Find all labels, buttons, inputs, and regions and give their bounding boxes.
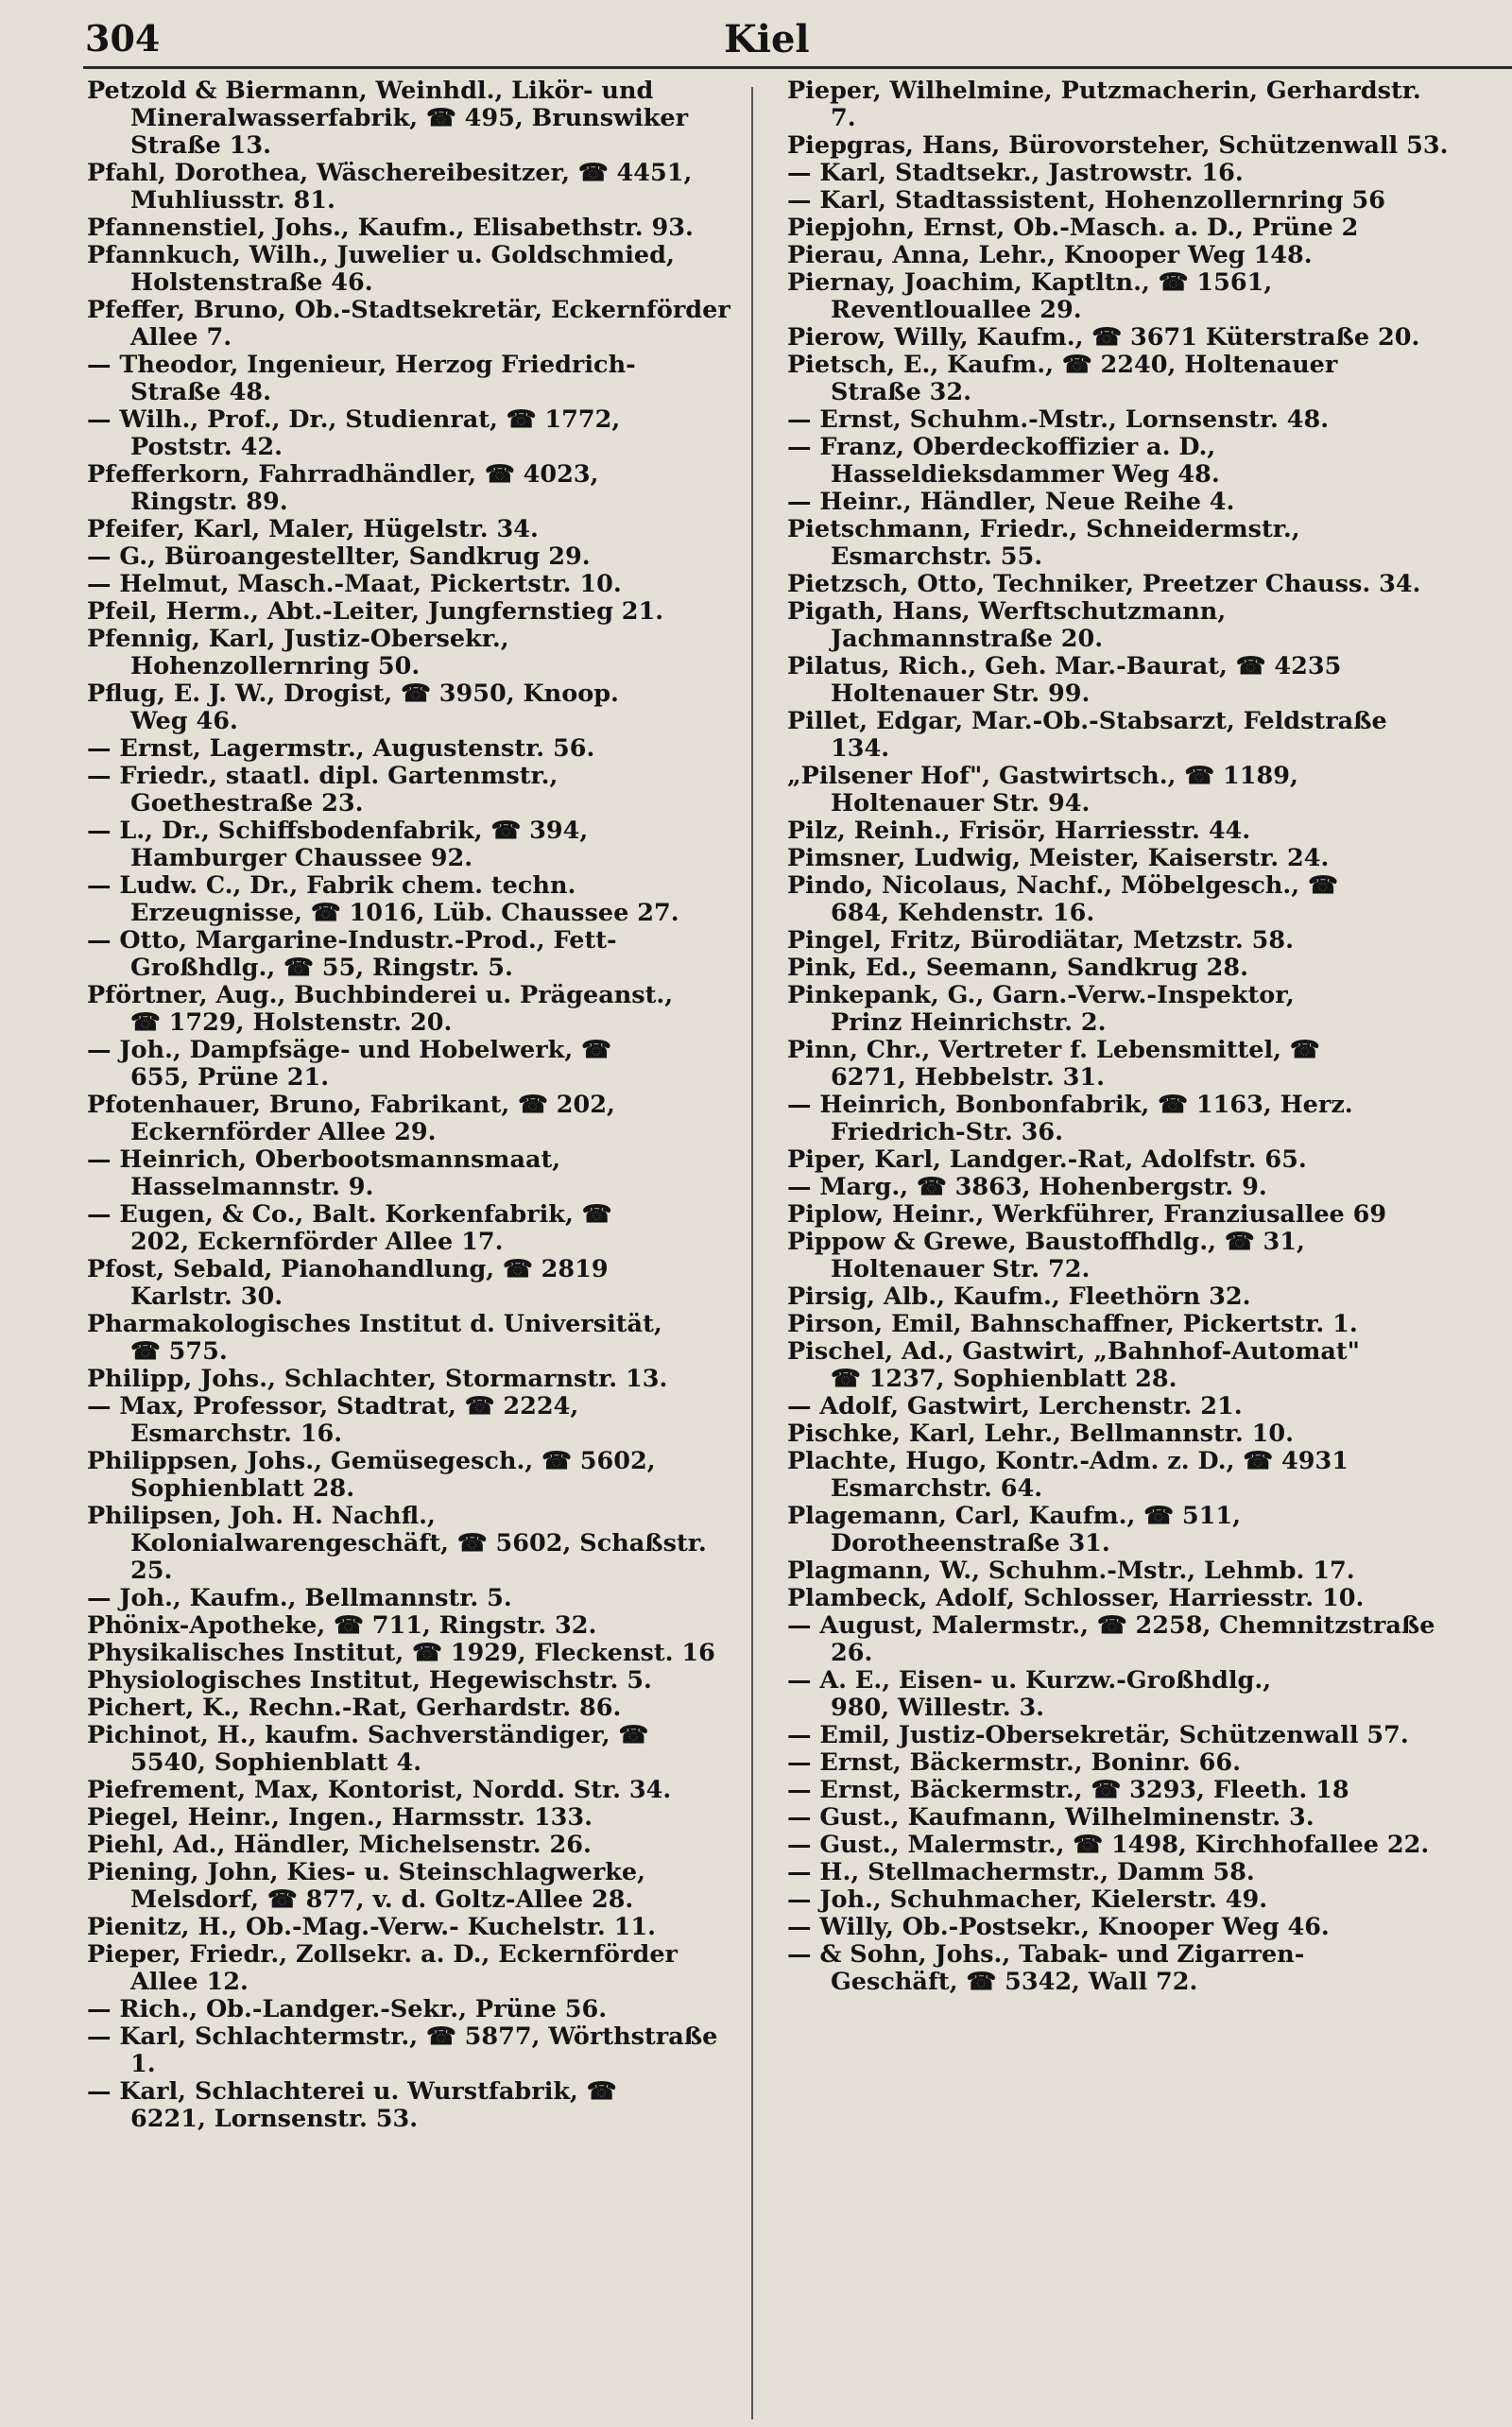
directory-entry: Piper, Karl, Landger.-Rat, Adolfstr. 65.	[787, 1145, 1307, 1174]
directory-entry: Pietzsch, Otto, Techniker, Preetzer Chauss. 34.	[787, 570, 1421, 598]
directory-entry: Piepjohn, Ernst, Ob.-Masch. a. D., Prüne 2	[787, 214, 1359, 242]
directory-entry: — Friedr., staatl. dipl. Gartenmstr., Goethestraße 23.	[87, 762, 558, 818]
directory-entry: Pierow, Willy, Kaufm., ☎ 3671 Küterstraße 20.	[787, 323, 1420, 352]
directory-entry: — Emil, Justiz-Obersekretär, Schützenwall 57.	[787, 1721, 1409, 1749]
directory-entry: — Gust., Malermstr., ☎ 1498, Kirchhofallee 22.	[787, 1831, 1430, 1859]
directory-entry: Pfannkuch, Wilh., Juwelier u. Goldschmied, Holstenstraße 46.	[87, 241, 675, 297]
directory-entry: Pilatus, Rich., Geh. Mar.-Baurat, ☎ 4235 Holtenauer Str. 99.	[787, 652, 1342, 708]
directory-entry: — Franz, Oberdeckoffizier a. D., Hasseldieksdammer Weg 48.	[787, 433, 1220, 489]
directory-entry: Piegel, Heinr., Ingen., Harmsstr. 133.	[87, 1803, 593, 1832]
directory-entry: Phönix-Apotheke, ☎ 711, Ringstr. 32.	[87, 1611, 597, 1640]
directory-entry: Pietschmann, Friedr., Schneidermstr., Esmarchstr. 55.	[787, 515, 1300, 571]
directory-entry: Pippow & Grewe, Baustoffhdlg., ☎ 31, Holtenauer Str. 72.	[787, 1228, 1305, 1283]
directory-entry: Physikalisches Institut, ☎ 1929, Fleckenst. 16	[87, 1639, 715, 1667]
directory-entry: — Karl, Stadtassistent, Hohenzollernring 56	[787, 186, 1385, 215]
directory-entry: Philippsen, Johs., Gemüsegesch., ☎ 5602, Sophienblatt 28.	[87, 1447, 656, 1503]
directory-entry: Pförtner, Aug., Buchbinderei u. Prägeanst., ☎ 1729, Holstenstr. 20.	[87, 981, 674, 1037]
directory-entry: — Ernst, Bäckermstr., Boninr. 66.	[787, 1748, 1241, 1777]
directory-entry: Pfotenhauer, Bruno, Fabrikant, ☎ 202, Eckernförder Allee 29.	[87, 1091, 615, 1146]
directory-entry: — Theodor, Ingenieur, Herzog Friedrich- Straße 48.	[87, 351, 636, 406]
directory-entry: Piehl, Ad., Händler, Michelsenstr. 26.	[87, 1831, 592, 1859]
directory-entry: Pfennig, Karl, Justiz-Obersekr., Hohenzollernring 50.	[87, 625, 509, 680]
directory-entry: — Adolf, Gastwirt, Lerchenstr. 21.	[787, 1392, 1243, 1420]
directory-entry: — Karl, Schlachtermstr., ☎ 5877, Wörthstraße 1.	[87, 2022, 718, 2078]
column-divider	[751, 87, 753, 2419]
directory-entry: Petzold & Biermann, Weinhdl., Likör- und Mineralwasserfabrik, ☎ 495, Brunswiker Straße 13.	[87, 77, 689, 160]
directory-entry: Pieper, Wilhelmine, Putzmacherin, Gerhardstr. 7.	[787, 77, 1421, 132]
directory-entry: Plagemann, Carl, Kaufm., ☎ 511, Dorotheenstraße 31.	[787, 1502, 1242, 1558]
directory-entry: Plambeck, Adolf, Schlosser, Harriesstr. 10.	[787, 1584, 1365, 1612]
directory-entry: Piernay, Joachim, Kaptltn., ☎ 1561, Reventlouallee 29.	[787, 268, 1273, 324]
directory-entry: — L., Dr., Schiffsbodenfabrik, ☎ 394, Hamburger Chaussee 92.	[87, 817, 589, 872]
directory-entry: — Heinrich, Oberbootsmannsmaat, Hasselmannstr. 9.	[87, 1145, 561, 1201]
directory-entry: — G., Büroangestellter, Sandkrug 29.	[87, 542, 591, 571]
directory-entry: Pinkepank, G., Garn.-Verw.-Inspektor, Prinz Heinrichstr. 2.	[787, 981, 1295, 1037]
directory-entry: Pischel, Ad., Gastwirt, „Bahnhof-Automat" ☎ 1237, Sophienblatt 28.	[787, 1337, 1360, 1393]
directory-entry: — Karl, Schlachterei u. Wurstfabrik, ☎ 6221, Lornsenstr. 53.	[87, 2077, 617, 2133]
directory-entry: Pilz, Reinh., Frisör, Harriesstr. 44.	[787, 817, 1251, 845]
directory-entry: Pigath, Hans, Werftschutzmann, Jachmannstraße 20.	[787, 597, 1227, 653]
directory-entry: Pfeil, Herm., Abt.-Leiter, Jungfernstieg 21.	[87, 597, 664, 626]
directory-entry: Pirson, Emil, Bahnschaffner, Pickertstr. 1.	[787, 1310, 1358, 1338]
directory-entry: — H., Stellmachermstr., Damm 58.	[787, 1858, 1255, 1886]
directory-entry: Pharmakologisches Institut d. Universität, ☎ 575.	[87, 1310, 662, 1366]
directory-entry: Pflug, E. J. W., Drogist, ☎ 3950, Knoop. Weg 46.	[87, 680, 619, 735]
directory-entry: „Pilsener Hof", Gastwirtsch., ☎ 1189, Holtenauer Str. 94.	[787, 762, 1298, 818]
directory-entry: — Max, Professor, Stadtrat, ☎ 2224, Esmarchstr. 16.	[87, 1392, 579, 1448]
directory-entry: — Joh., Dampfsäge- und Hobelwerk, ☎ 655, Prüne 21.	[87, 1036, 611, 1092]
left-column	[87, 77, 748, 2133]
directory-entry: — Ernst, Bäckermstr., ☎ 3293, Fleeth. 18	[787, 1776, 1349, 1804]
directory-entry: Pietsch, E., Kaufm., ☎ 2240, Holtenauer Straße 32.	[787, 351, 1338, 406]
header-rule	[83, 66, 1512, 69]
directory-entry: — Ernst, Lagermstr., Augustenstr. 56.	[87, 734, 595, 763]
directory-entry: Pichert, K., Rechn.-Rat, Gerhardstr. 86.	[87, 1694, 622, 1722]
directory-entry: Pienitz, H., Ob.-Mag.-Verw.- Kuchelstr. 11.	[87, 1913, 657, 1941]
directory-entry: — Rich., Ob.-Landger.-Sekr., Prüne 56.	[87, 1995, 608, 2023]
directory-entry: — Gust., Kaufmann, Wilhelminenstr. 3.	[787, 1803, 1314, 1832]
directory-entry: — Heinrich, Bonbonfabrik, ☎ 1163, Herz. Friedrich-Str. 36.	[787, 1091, 1353, 1146]
directory-entry: — Wilh., Prof., Dr., Studienrat, ☎ 1772, Poststr. 42.	[87, 405, 621, 461]
directory-entry: Pink, Ed., Seemann, Sandkrug 28.	[787, 954, 1248, 982]
directory-entry: Piplow, Heinr., Werkführer, Franziusallee 69	[787, 1200, 1387, 1229]
directory-entry: Pillet, Edgar, Mar.-Ob.-Stabsarzt, Feldstraße 134.	[787, 707, 1387, 763]
directory-entry: Pfeffer, Bruno, Ob.-Stadtsekretär, Eckernförder Allee 7.	[87, 296, 730, 352]
directory-entry: Pfost, Sebald, Pianohandlung, ☎ 2819 Karlstr. 30.	[87, 1255, 609, 1311]
directory-entry: Pfeifer, Karl, Maler, Hügelstr. 34.	[87, 515, 539, 543]
directory-entry: — Ernst, Schuhm.-Mstr., Lornsenstr. 48.	[787, 405, 1330, 434]
directory-entry: Philipp, Johs., Schlachter, Stormarnstr. 13.	[87, 1365, 668, 1393]
directory-entry: Physiologisches Institut, Hegewischstr. 5.	[87, 1666, 652, 1695]
directory-entry: — A. E., Eisen- u. Kurzw.-Großhdlg., 980, Willestr. 3.	[787, 1666, 1272, 1722]
directory-entry: Piefrement, Max, Kontorist, Nordd. Str. 34.	[87, 1776, 672, 1804]
directory-entry: Pindo, Nicolaus, Nachf., Möbelgesch., ☎ 684, Kehdenstr. 16.	[787, 871, 1338, 927]
directory-entry: Pingel, Fritz, Bürodiätar, Metzstr. 58.	[787, 926, 1294, 955]
directory-entry: — Helmut, Masch.-Maat, Pickertstr. 10.	[87, 570, 622, 598]
directory-entry: Pischke, Karl, Lehr., Bellmannstr. 10.	[787, 1420, 1294, 1448]
directory-entry: — Eugen, & Co., Balt. Korkenfabrik, ☎ 202, Eckernförder Allee 17.	[87, 1200, 612, 1256]
directory-entry: Pfefferkorn, Fahrradhändler, ☎ 4023, Ringstr. 89.	[87, 460, 599, 516]
directory-entry: — Joh., Kaufm., Bellmannstr. 5.	[87, 1584, 512, 1612]
directory-entry: Pichinot, H., kaufm. Sachverständiger, ☎ 5540, Sophienblatt 4.	[87, 1721, 649, 1777]
directory-entry: — Willy, Ob.-Postsekr., Knooper Weg 46.	[787, 1913, 1330, 1941]
directory-entry: — Marg., ☎ 3863, Hohenbergstr. 9.	[787, 1173, 1267, 1201]
directory-entry: Plagmann, W., Schuhm.-Mstr., Lehmb. 17.	[787, 1557, 1355, 1585]
directory-entry: — Karl, Stadtsekr., Jastrowstr. 16.	[787, 159, 1244, 187]
page-number: 304	[85, 17, 161, 60]
directory-entry: Philipsen, Joh. H. Nachfl., Kolonialwarengeschäft, ☎ 5602, Schaßstr. 25.	[87, 1502, 707, 1585]
directory-entry: — August, Malermstr., ☎ 2258, Chemnitzstraße 26.	[787, 1611, 1435, 1667]
directory-entry: — Heinr., Händler, Neue Reihe 4.	[787, 488, 1235, 516]
directory-entry: Pierau, Anna, Lehr., Knooper Weg 148.	[787, 241, 1313, 269]
directory-entry: Piepgras, Hans, Bürovorsteher, Schützenwall 53.	[787, 131, 1449, 160]
directory-entry: Pirsig, Alb., Kaufm., Fleethörn 32.	[787, 1282, 1251, 1311]
right-column	[787, 77, 1449, 1996]
directory-entry: Pfahl, Dorothea, Wäschereibesitzer, ☎ 4451, Muhliusstr. 81.	[87, 159, 693, 215]
directory-entry: — Otto, Margarine-Industr.-Prod., Fett- Großhdlg., ☎ 55, Ringstr. 5.	[87, 926, 617, 982]
directory-entry: Pinn, Chr., Vertreter f. Lebensmittel, ☎ 6271, Hebbelstr. 31.	[787, 1036, 1320, 1092]
directory-entry: Plachte, Hugo, Kontr.-Adm. z. D., ☎ 4931 Esmarchstr. 64.	[787, 1447, 1349, 1503]
directory-entry: — & Sohn, Johs., Tabak- und Zigarren- Geschäft, ☎ 5342, Wall 72.	[787, 1940, 1305, 1996]
directory-entry: — Joh., Schuhmacher, Kielerstr. 49.	[787, 1885, 1268, 1914]
directory-entry: — Ludw. C., Dr., Fabrik chem. techn. Erzeugnisse, ☎ 1016, Lüb. Chaussee 27.	[87, 871, 679, 927]
page-title: Kiel	[724, 17, 810, 61]
directory-entry: Pfannenstiel, Johs., Kaufm., Elisabethstr. 93.	[87, 214, 694, 242]
directory-entry: Piening, John, Kies- u. Steinschlagwerke, Melsdorf, ☎ 877, v. d. Goltz-Allee 28.	[87, 1858, 646, 1914]
directory-entry: Pimsner, Ludwig, Meister, Kaiserstr. 24.	[787, 844, 1330, 872]
directory-entry: Pieper, Friedr., Zollsekr. a. D., Eckernförder Allee 12.	[87, 1940, 678, 1996]
